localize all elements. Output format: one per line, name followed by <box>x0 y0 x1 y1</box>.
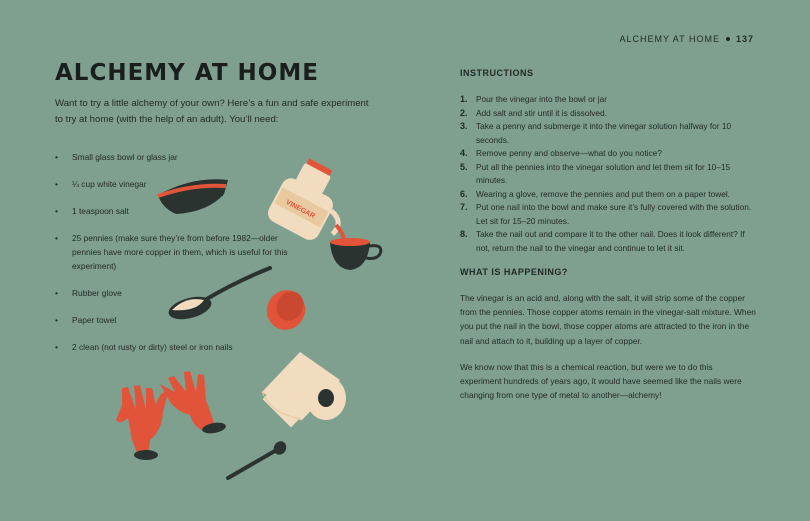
step-item: 7. Put one nail into the bowl and make sure it’s fully covered with the solution. Let sit for 15–20 minutes. <box>460 202 752 226</box>
explanation-paragraph: We know now that this is a chemical reaction, but were we to do this experiment hundreds of years ago, it would have seemed like the nails were changing from one type of metal to another—alchemy! <box>460 361 742 401</box>
supply-item: • 25 pennies (make sure they’re from before 1982—older pennies have more copper in them, which is useful for this experiment) <box>55 233 288 271</box>
supply-item: • Rubber glove <box>55 288 122 298</box>
step-item: 2. Add salt and stir until it is dissolved. <box>460 107 607 118</box>
instructions-list <box>460 93 756 255</box>
penny-icon <box>260 284 311 336</box>
supply-item: • ¼ cup white vinegar <box>55 179 147 189</box>
step-item: 1. Pour the vinegar into the bowl or jar <box>460 94 607 104</box>
step-item: 8. Take the nail out and compare it to the other nail. Does it look different? If not, return the nail to the vinegar and continue to let it sit. <box>460 229 745 253</box>
glass-bowl-icon <box>158 179 228 214</box>
salt-spoon-icon <box>166 268 270 323</box>
intro-paragraph: Want to try a little alchemy of your own? Here’s a fun and safe experiment to try at home (with the help of an adult). You’ll need: <box>55 98 369 125</box>
page-title: ALCHEMY AT HOME <box>55 60 319 86</box>
step-item: 3. Take a penny and submerge it into the vinegar solution halfway for 10 seconds. <box>460 121 732 145</box>
teacup-icon <box>330 238 381 270</box>
step-item: 6. Wearing a glove, remove the pennies and put them on a paper towel. <box>460 188 730 199</box>
step-item: 4. Remove penny and observe—what do you notice? <box>460 148 662 158</box>
what-is-happening-heading: WHAT IS HAPPENING? <box>460 267 568 277</box>
step-item: 5. Put all the pennies into the vinegar solution and let them sit for 10–15 minutes. <box>460 161 731 185</box>
vinegar-bottle-icon <box>264 153 359 250</box>
running-head-section: ALCHEMY AT HOME <box>619 34 720 44</box>
bottle-label-text: VINEGAR <box>284 198 316 221</box>
right-column <box>460 68 756 402</box>
supply-item: • Small glass bowl or glass jar <box>55 152 178 162</box>
supply-item: • 1 teaspoon salt <box>55 206 129 216</box>
supply-item: • 2 clean (not rusty or dirty) steel or iron nails <box>55 342 233 352</box>
rubber-glove-icon <box>116 371 227 460</box>
explanation-paragraph: The vinegar is an acid and, along with the salt, it will strip some of the copper from the pennies. Those copper atoms remain in the vinegar-salt mixture. When you put the nail in the bowl, those copper atoms are attracted to the iron in the nail and attach to it, building up a layer of copper. <box>460 293 756 346</box>
paper-towel-icon <box>262 352 346 427</box>
page-number: 137 <box>735 34 754 44</box>
iron-nail-icon <box>228 439 289 478</box>
instructions-heading: INSTRUCTIONS <box>460 68 534 78</box>
supply-item: • Paper towel <box>55 315 117 325</box>
